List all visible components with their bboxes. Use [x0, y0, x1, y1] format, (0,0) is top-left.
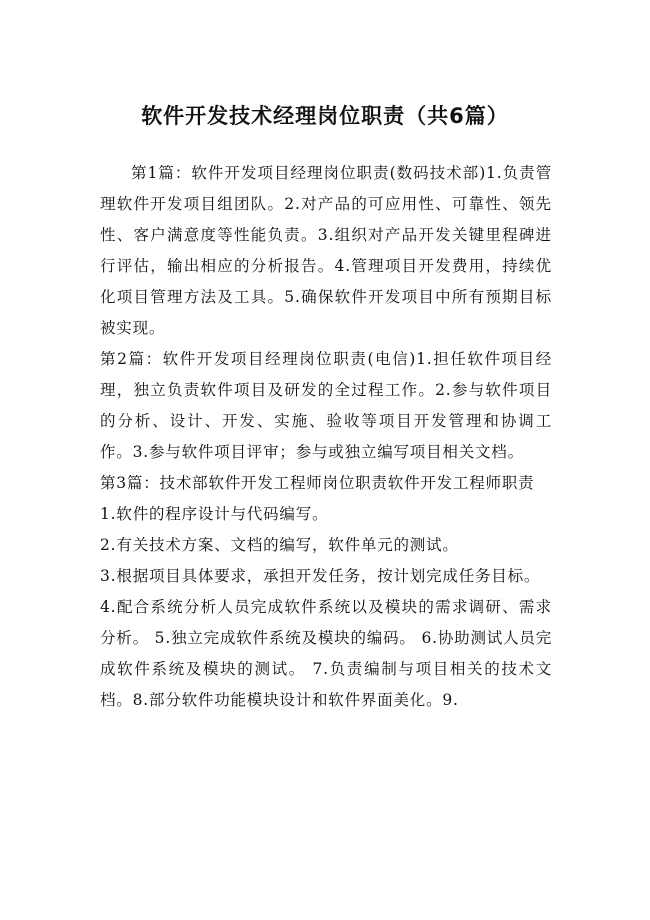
paragraph-1: 第1篇：软件开发项目经理岗位职责(数码技术部)1.负责管理软件开发项目组团队。2.对产品的可应用性、可靠性、领先性、客户满意度等性能负责。3.组织对产品开发关键里程碑进行评估，输出相应的分析报告。4.管理项目开发费用，持续优化项目管理方法及工具。5.确保软件开发项目中所有预期目标被实现。: [100, 164, 552, 337]
list-item-4: 4.配合系统分析人员完成软件系统以及模块的需求调研、需求分析。 5.独立完成软件系统及模块的编码。 6.协助测试人员完成软件系统及模块的测试。 7.负责编制与项目相关的技术文档。8.部分软件功能模块设计和软件界面美化。9.: [100, 598, 552, 709]
list-item-1: 1.软件的程序设计与代码编写。: [100, 505, 329, 523]
paragraph-2: 第2篇：软件开发项目经理岗位职责(电信)1.担任软件项目经理，独立负责软件项目及研发的全过程工作。2.参与软件项目的分析、设计、开发、实施、验收等项目开发管理和协调工作。3.参与软件项目评审；参与或独立编写项目相关文档。: [100, 350, 552, 461]
paragraph-3: 第3篇：技术部软件开发工程师岗位职责软件开发工程师职责: [100, 474, 535, 492]
list-item-2: 2.有关技术方案、文档的编写，软件单元的测试。: [100, 536, 459, 554]
document-body: [100, 158, 552, 716]
list-item-3: 3.根据项目具体要求，承担开发任务，按计划完成任务目标。: [100, 567, 541, 585]
document-title: 软件开发技术经理岗位职责（共6篇）: [141, 104, 509, 128]
